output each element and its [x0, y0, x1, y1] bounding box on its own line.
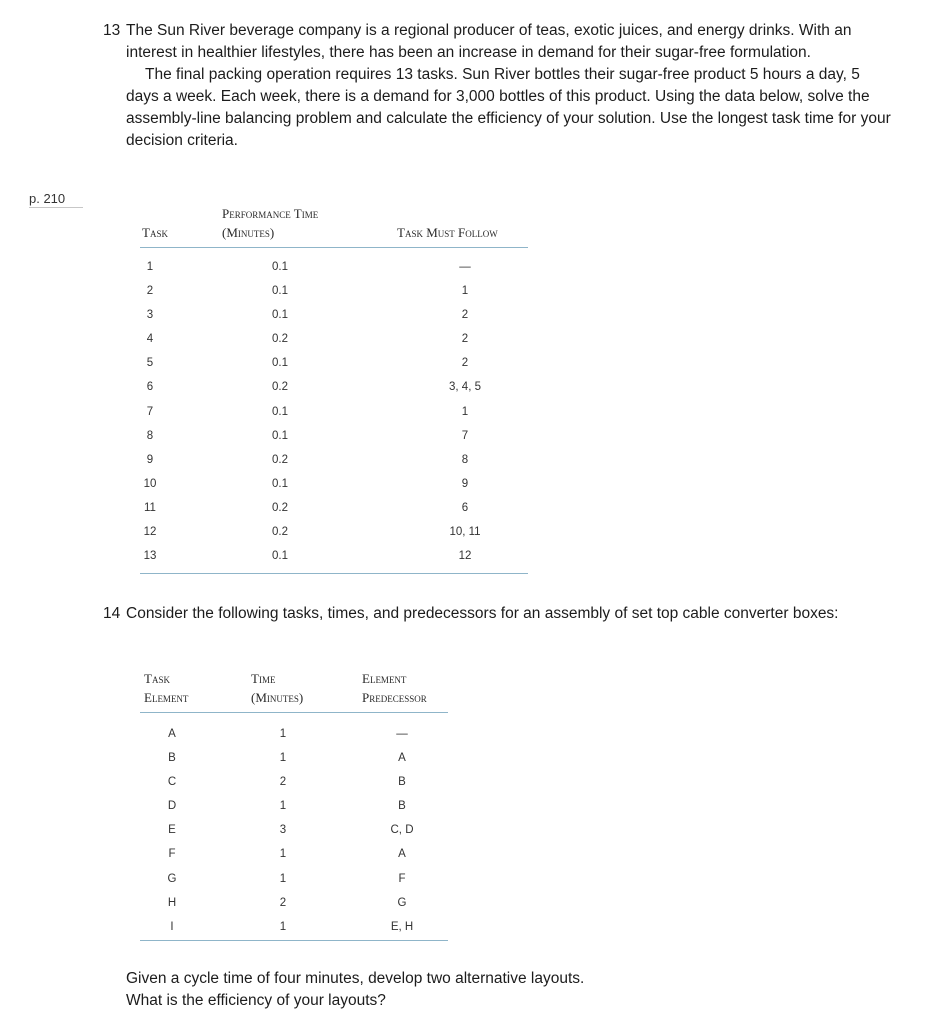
table-cell: 0.1	[272, 477, 288, 490]
column-task	[130, 255, 170, 568]
problem-13	[103, 20, 893, 152]
table-cell: 0.2	[272, 333, 288, 346]
table-cell: C	[167, 776, 177, 789]
table-cell: B	[168, 752, 176, 765]
table-cell: E, H	[390, 920, 414, 933]
table-cell: 4	[146, 333, 154, 346]
column-time	[260, 255, 300, 568]
table-cell: 13	[143, 550, 157, 563]
table-cell: 1	[279, 800, 287, 813]
table-cell: 2	[279, 776, 287, 789]
problem-14-paragraph: Consider the following tasks, times, and predecessors for an assembly of set top cable converter boxes:	[126, 605, 839, 622]
table-cell: 0.1	[272, 550, 288, 563]
header-task: Task	[144, 671, 170, 686]
problem-13-paragraph-1: The Sun River beverage company is a regional producer of teas, exotic juices, and energy drinks. With an interest in healthier lifestyles, there has been an increase in demand for their sugar-free formulation.	[126, 22, 852, 61]
table-cell: I	[170, 920, 174, 933]
header-performance-time: Performance Time	[222, 206, 319, 221]
table-cell: 2	[461, 309, 469, 322]
question-line-1: Given a cycle time of four minutes, develop two alternative layouts.	[126, 970, 585, 987]
table-cell: 0.2	[272, 501, 288, 514]
table-cell: —	[459, 261, 471, 273]
table-cell: 2	[279, 896, 287, 909]
table-cell: F	[168, 848, 176, 861]
table-cell: 1	[279, 728, 287, 740]
table-cell: 12	[143, 526, 157, 539]
table-cell: D	[167, 800, 177, 813]
table-cell: 2	[461, 357, 469, 370]
table-cell: F	[398, 872, 406, 885]
table-cell: 1	[461, 285, 469, 298]
table-cell: 6	[461, 501, 469, 514]
table-cell: 7	[461, 429, 469, 442]
table-cell: 0.1	[272, 405, 288, 418]
table-cell: E	[168, 824, 176, 837]
column-predecessor	[372, 722, 432, 939]
header-task-must-follow: Task Must Follow	[397, 225, 498, 240]
problem-13-paragraph-2: The final packing operation requires 13 tasks. Sun River bottles their sugar-free product 5 hours a day, 5 days a week. Each week, there is a demand for 3,000 bottles of this product. Using the data below, solve the assembly-line balancing problem and calculate the efficiency of your solution. Use the longest task time for your decision criteria.	[126, 66, 891, 149]
header-minutes: (Minutes)	[222, 225, 275, 240]
column-element	[152, 722, 192, 939]
table-cell: 9	[146, 453, 154, 466]
table-cell: 0.1	[272, 429, 288, 442]
table-cell: 12	[458, 550, 472, 563]
bottom-rule	[140, 940, 448, 941]
table-cell: —	[396, 728, 408, 740]
header-element: Element	[144, 690, 189, 705]
table-cell: A	[398, 752, 406, 765]
question-line-2: What is the efficiency of your layouts?	[126, 992, 386, 1009]
table-cell: 1	[279, 872, 287, 885]
table-cell: 1	[146, 261, 154, 273]
table-cell: 0.2	[272, 381, 288, 394]
table-cell: B	[398, 776, 406, 789]
table-cell: 3	[279, 824, 287, 837]
problem-14-number: 14	[103, 605, 121, 622]
table-cell: 3	[146, 309, 154, 322]
table-cell: 0.1	[272, 357, 288, 370]
table-cell: G	[397, 896, 407, 909]
bottom-rule	[140, 573, 528, 574]
table-cell: 11	[144, 501, 156, 514]
table-cell: 0.1	[272, 261, 288, 273]
table-cell: 2	[461, 333, 469, 346]
header-predecessor: Predecessor	[362, 690, 427, 705]
table-cell: H	[167, 896, 177, 909]
header-time: Time	[251, 671, 276, 686]
table-cell: A	[398, 848, 406, 861]
table-cell: 10, 11	[449, 526, 481, 539]
column-time	[263, 722, 303, 939]
table-cell: B	[398, 800, 406, 813]
table-cell: 3, 4, 5	[449, 381, 481, 394]
problem-14	[103, 603, 893, 625]
table-cell: 0.2	[272, 526, 288, 539]
table-cell: 9	[461, 477, 469, 490]
table-cell: C, D	[390, 824, 414, 837]
table-cell: 6	[146, 381, 154, 394]
table-cell: 0.2	[272, 453, 288, 466]
header-minutes: (Minutes)	[251, 690, 304, 705]
table-cell: 8	[461, 453, 469, 466]
table-cell: 1	[461, 405, 469, 418]
table-cell: G	[167, 872, 177, 885]
table-cell: 1	[279, 920, 287, 933]
header-rule	[140, 247, 528, 248]
question	[126, 968, 826, 1012]
table-cell: 8	[146, 429, 154, 442]
page-reference: p. 210	[29, 191, 83, 208]
column-must-follow	[425, 255, 505, 568]
table-cell: 0.1	[272, 309, 288, 322]
table-cell: 1	[279, 848, 287, 861]
header-task: Task	[142, 225, 168, 240]
table-cell: 2	[146, 285, 154, 298]
header-rule	[140, 712, 448, 713]
table-cell: 1	[279, 752, 287, 765]
table-cell: 0.1	[272, 285, 288, 298]
table-cell: 7	[146, 405, 154, 418]
problem-13-number: 13	[103, 22, 121, 39]
header-element-2: Element	[362, 671, 407, 686]
table-cell: 5	[146, 357, 154, 370]
table-cell: 10	[143, 477, 157, 490]
table-cell: A	[168, 728, 176, 740]
